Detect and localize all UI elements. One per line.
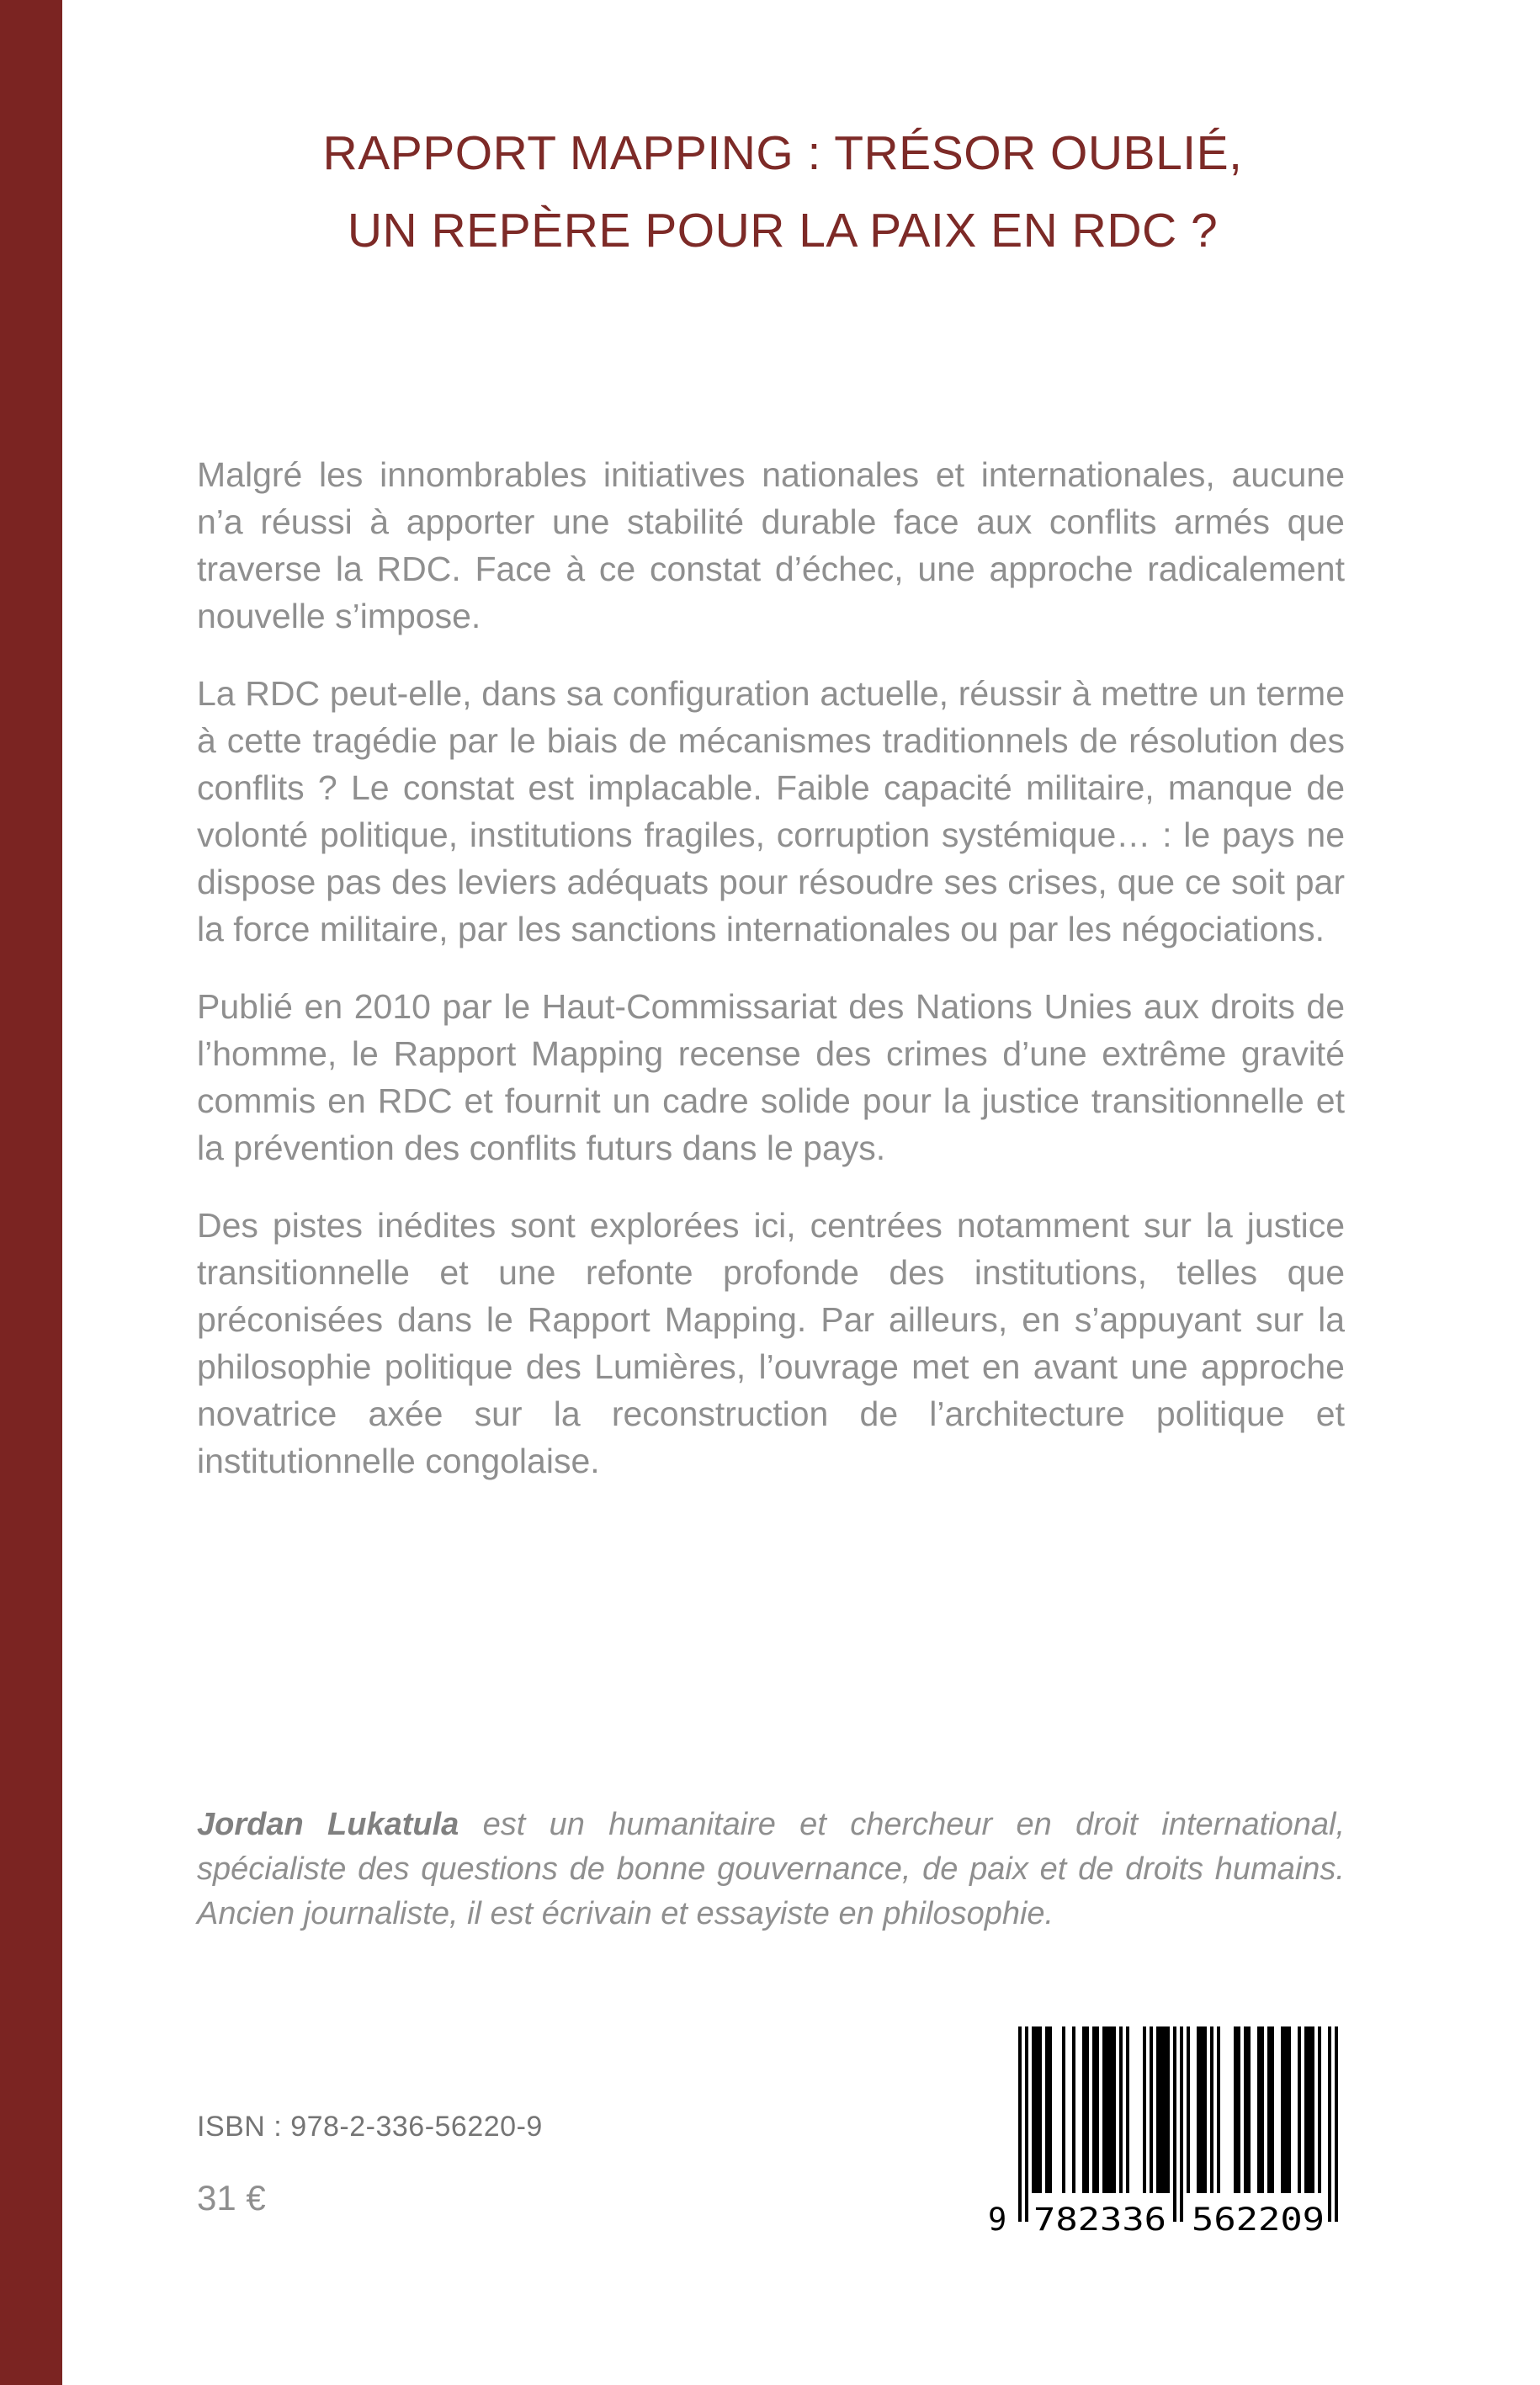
back-cover-text <box>197 451 1345 1515</box>
barcode-svg <box>985 2026 1348 2239</box>
left-accent-stripe <box>0 0 62 2385</box>
book-title-line1: RAPPORT MAPPING : TRÉSOR OUBLIÉ, <box>322 126 1243 180</box>
body-paragraph: Des pistes inédites sont explorées ici, centrées notamment sur la justice transitionnelle et une refonte profonde des institutions, telles que préconisées dans le Rapport Mapping. Par ailleurs, en s’appuyant sur la philosophie politique des Lumières, l’ouvrage met en avant une approche novatrice axée sur la reconstruction de l’architecture politique et institutionnelle congolaise. <box>197 1206 1345 1480</box>
barcode-digits-right: 562209 <box>1192 2202 1325 2238</box>
body-paragraph: Publié en 2010 par le Haut-Commissariat des Nations Unies aux droits de l’homme, le Rapport Mapping recense des crimes d’une extrême gravité commis en RDC et fournit un cadre solide pour la justice transitionnelle et la prévention des conflits futurs dans le pays. <box>197 987 1345 1167</box>
barcode-digits-left: 782336 <box>1033 2202 1166 2238</box>
price-label: 31 € <box>197 2178 266 2218</box>
author-bio-text: est un humanitaire et chercheur en droit international, spécialiste des questions de bonne gouvernance, de paix et de droits humains. Ancien journaliste, il est écrivain et essayiste en philosophie. <box>197 1807 1345 1931</box>
author-bio <box>197 1803 1345 1936</box>
book-title-line2: UN REPÈRE POUR LA PAIX EN RDC ? <box>347 204 1219 258</box>
book-title <box>143 114 1422 270</box>
body-paragraph: Malgré les innombrables initiatives nationales et internationales, aucune n’a réussi à apporter une stabilité durable face aux conflits armés que traverse la RDC. Face à ce constat d’échec, une approche radicalement nouvelle s’impose. <box>197 455 1345 635</box>
isbn-label: ISBN : 978-2-336-56220-9 <box>197 2111 543 2143</box>
barcode-digit-first: 9 <box>988 2202 1007 2238</box>
body-paragraph: La RDC peut-elle, dans sa configuration actuelle, réussir à mettre un terme à cette tragédie par le biais de mécanismes traditionnels de résolution des conflits ? Le constat est implacable. Faible capacité militaire, manque de volonté politique, institutions fragiles, corruption systémique… : le pays ne dispose pas des leviers adéquats pour résoudre ses crises, que ce soit par la force militaire, par les sanctions internationales ou par les négociations. <box>197 674 1345 948</box>
ean13-barcode <box>985 2026 1348 2239</box>
author-name: Jordan Lukatula <box>197 1807 459 1842</box>
